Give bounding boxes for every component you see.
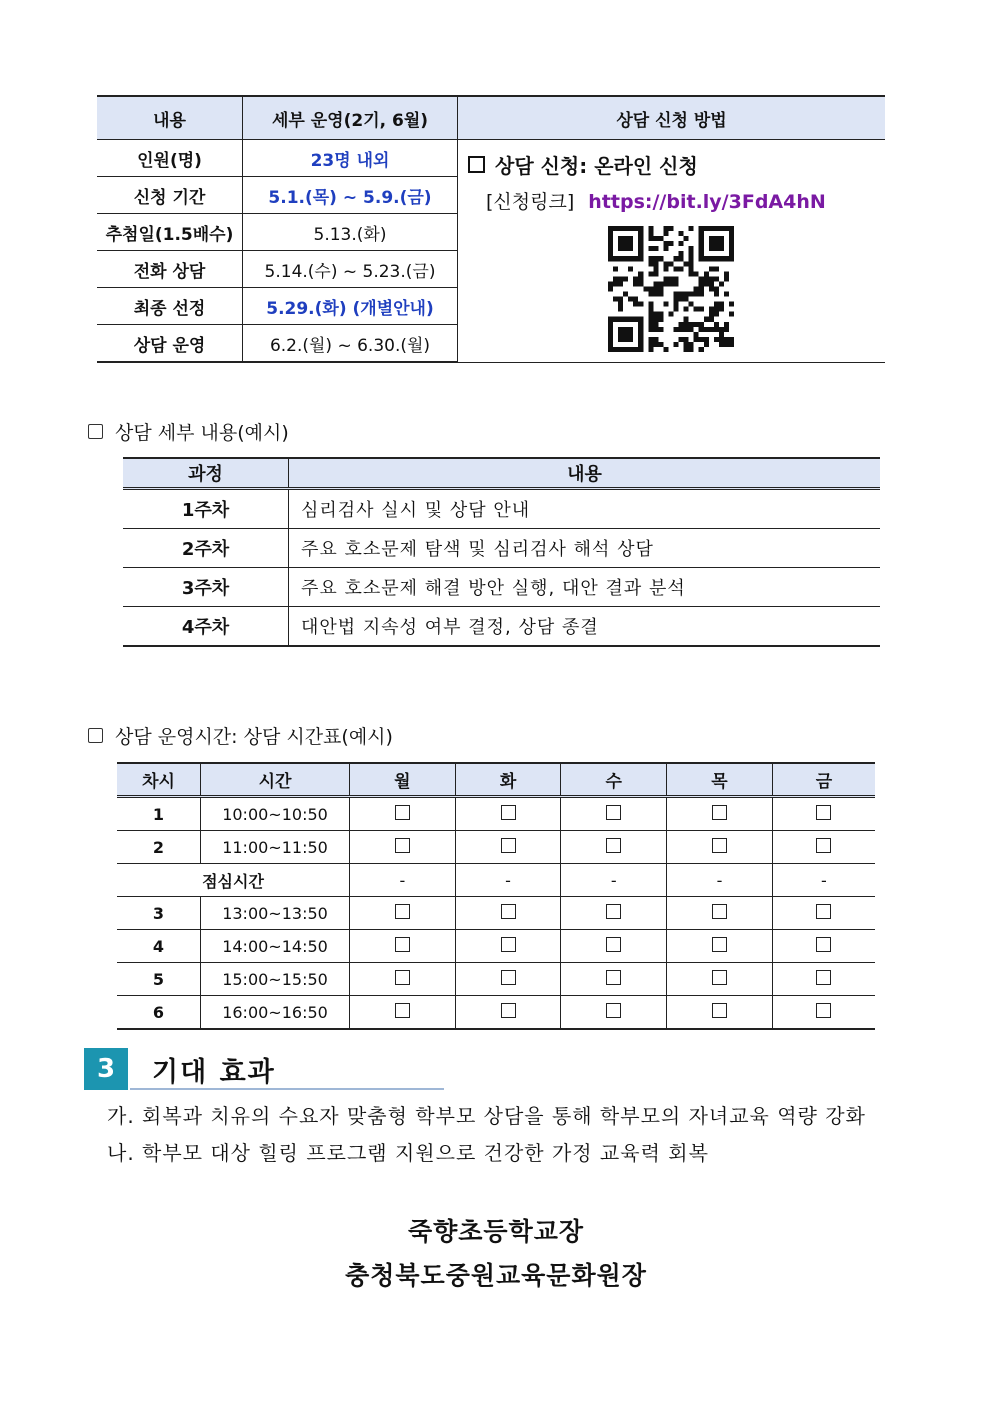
slot-tue[interactable] xyxy=(455,930,561,963)
slot-fri[interactable] xyxy=(772,963,875,996)
slot-fri[interactable] xyxy=(772,996,875,1030)
schedule-header-row xyxy=(117,763,875,797)
session-time: 11:00~11:50 xyxy=(201,831,350,864)
table-row xyxy=(117,797,875,831)
checkbox-icon[interactable] xyxy=(395,805,410,820)
schedule-header-session: 차시 xyxy=(117,763,201,797)
schedule-header-mon: 월 xyxy=(350,763,456,797)
table-row xyxy=(117,930,875,963)
section-number-badge: 3 xyxy=(84,1048,128,1090)
overview-label: 추첨일(1.5배수) xyxy=(97,214,243,251)
overview-row xyxy=(97,140,885,177)
session-time: 10:00~10:50 xyxy=(201,797,350,831)
apply-method-cell xyxy=(458,140,886,363)
schedule-header-fri: 금 xyxy=(772,763,875,797)
overview-label: 신청 기간 xyxy=(97,177,243,214)
checkbox-icon[interactable] xyxy=(816,805,831,820)
checkbox-icon[interactable] xyxy=(712,937,727,952)
checkbox-icon[interactable] xyxy=(606,904,621,919)
checkbox-icon[interactable] xyxy=(501,904,516,919)
session-number: 6 xyxy=(117,996,201,1030)
signature-line-1: 죽향초등학교장 xyxy=(407,1217,585,1246)
schedule-header-thu: 목 xyxy=(667,763,773,797)
lunch-dash: - xyxy=(561,864,667,897)
checkbox-icon[interactable] xyxy=(712,904,727,919)
lunch-label: 점심시간 xyxy=(117,864,350,897)
checkbox-icon[interactable] xyxy=(395,838,410,853)
apply-link-url[interactable]: https://bit.ly/3FdA4hN xyxy=(588,191,826,213)
lunch-dash: - xyxy=(667,864,773,897)
overview-value: 5.1.(목) ~ 5.9.(금) xyxy=(243,177,458,214)
checkbox-icon[interactable] xyxy=(395,1003,410,1018)
table-row xyxy=(123,607,880,647)
slot-tue[interactable] xyxy=(455,996,561,1030)
apply-title xyxy=(468,150,885,179)
overview-label: 최종 선정 xyxy=(97,288,243,325)
schedule-header-time: 시간 xyxy=(201,763,350,797)
overview-value: 6.2.(월) ~ 6.30.(월) xyxy=(243,325,458,363)
slot-thu[interactable] xyxy=(667,996,773,1030)
detail-content: 심리검사 실시 및 상담 안내 xyxy=(289,489,881,529)
detail-week: 1주차 xyxy=(123,489,289,529)
slot-wed[interactable] xyxy=(561,831,667,864)
overview-value: 5.29.(화) (개별안내) xyxy=(243,288,458,325)
checkbox-icon xyxy=(468,156,485,173)
checkbox-icon[interactable] xyxy=(501,805,516,820)
slot-tue[interactable] xyxy=(455,963,561,996)
session-number: 5 xyxy=(117,963,201,996)
detail-content: 주요 호소문제 해결 방안 실행, 대안 결과 분석 xyxy=(289,568,881,607)
session-time: 16:00~16:50 xyxy=(201,996,350,1030)
slot-wed[interactable] xyxy=(561,930,667,963)
checkbox-icon[interactable] xyxy=(712,1003,727,1018)
checkbox-icon[interactable] xyxy=(395,904,410,919)
detail-content: 주요 호소문제 탐색 및 심리검사 해석 상담 xyxy=(289,529,881,568)
detail-header-week: 과정 xyxy=(123,458,289,489)
slot-thu[interactable] xyxy=(667,963,773,996)
slot-fri[interactable] xyxy=(772,897,875,930)
session-time: 14:00~14:50 xyxy=(201,930,350,963)
checkbox-icon[interactable] xyxy=(501,970,516,985)
checkbox-icon xyxy=(88,424,103,439)
overview-table xyxy=(97,95,885,363)
schedule-table xyxy=(117,762,875,1030)
checkbox-icon[interactable] xyxy=(712,838,727,853)
overview-header-apply: 상담 신청 방법 xyxy=(458,96,886,140)
table-row xyxy=(117,996,875,1030)
checkbox-icon[interactable] xyxy=(606,970,621,985)
overview-value: 5.13.(화) xyxy=(243,214,458,251)
qr-code-icon[interactable] xyxy=(608,226,734,352)
overview-label: 상담 운영 xyxy=(97,325,243,363)
slot-wed[interactable] xyxy=(561,996,667,1030)
slot-mon[interactable] xyxy=(350,996,456,1030)
table-row xyxy=(117,897,875,930)
overview-header-row xyxy=(97,96,885,140)
schedule-header-wed: 수 xyxy=(561,763,667,797)
detail-week: 2주차 xyxy=(123,529,289,568)
table-row xyxy=(123,529,880,568)
checkbox-icon[interactable] xyxy=(395,970,410,985)
overview-label: 전화 상담 xyxy=(97,251,243,288)
checkbox-icon[interactable] xyxy=(606,805,621,820)
schedule-section-title xyxy=(88,722,393,749)
checkbox-icon[interactable] xyxy=(395,937,410,952)
session-time: 13:00~13:50 xyxy=(201,897,350,930)
slot-fri[interactable] xyxy=(772,831,875,864)
checkbox-icon[interactable] xyxy=(606,937,621,952)
session-number: 3 xyxy=(117,897,201,930)
slot-wed[interactable] xyxy=(561,797,667,831)
effect-item: 나. 학부모 대상 힐링 프로그램 지원으로 건강한 가정 교육력 회복 xyxy=(107,1141,709,1165)
checkbox-icon[interactable] xyxy=(712,970,727,985)
slot-thu[interactable] xyxy=(667,930,773,963)
checkbox-icon[interactable] xyxy=(501,937,516,952)
slot-mon[interactable] xyxy=(350,963,456,996)
checkbox-icon[interactable] xyxy=(816,937,831,952)
checkbox-icon[interactable] xyxy=(606,838,621,853)
checkbox-icon[interactable] xyxy=(501,838,516,853)
section-title: 기대 효과 xyxy=(152,1057,276,1088)
session-number: 4 xyxy=(117,930,201,963)
effect-item: 가. 회복과 치유의 수요자 맞춤형 학부모 상담을 통해 학부모의 자녀교육 역량 강화 xyxy=(107,1104,866,1128)
checkbox-icon[interactable] xyxy=(501,1003,516,1018)
apply-link-row xyxy=(468,187,885,214)
lunch-dash: - xyxy=(350,864,456,897)
session-number: 2 xyxy=(117,831,201,864)
slot-mon[interactable] xyxy=(350,930,456,963)
detail-section-title xyxy=(88,418,289,445)
table-row xyxy=(123,489,880,529)
detail-content: 대안법 지속성 여부 결정, 상담 종결 xyxy=(289,607,881,647)
slot-thu[interactable] xyxy=(667,897,773,930)
session-time: 15:00~15:50 xyxy=(201,963,350,996)
checkbox-icon[interactable] xyxy=(816,970,831,985)
slot-wed[interactable] xyxy=(561,963,667,996)
lunch-dash: - xyxy=(455,864,561,897)
detail-header-row xyxy=(123,458,880,489)
session-number: 1 xyxy=(117,797,201,831)
table-row xyxy=(123,568,880,607)
checkbox-icon[interactable] xyxy=(712,805,727,820)
slot-mon[interactable] xyxy=(350,831,456,864)
slot-fri[interactable] xyxy=(772,797,875,831)
section-underline xyxy=(130,1088,444,1090)
slot-wed[interactable] xyxy=(561,897,667,930)
apply-title-text: 상담 신청: 온라인 신청 xyxy=(495,154,698,178)
signature-line-2: 충청북도중원교육문화원장 xyxy=(345,1261,647,1290)
slot-mon[interactable] xyxy=(350,897,456,930)
detail-week: 3주차 xyxy=(123,568,289,607)
slot-tue[interactable] xyxy=(455,897,561,930)
slot-mon[interactable] xyxy=(350,797,456,831)
slot-thu[interactable] xyxy=(667,797,773,831)
slot-tue[interactable] xyxy=(455,797,561,831)
slot-thu[interactable] xyxy=(667,831,773,864)
table-row xyxy=(117,831,875,864)
detail-section-title-text: 상담 세부 내용(예시) xyxy=(115,422,289,444)
overview-label: 인원(명) xyxy=(97,140,243,177)
overview-value: 5.14.(수) ~ 5.23.(금) xyxy=(243,251,458,288)
checkbox-icon[interactable] xyxy=(816,838,831,853)
checkbox-icon xyxy=(88,728,103,743)
apply-link-label: [신청링크] xyxy=(486,191,575,213)
lunch-row xyxy=(117,864,875,897)
checkbox-icon[interactable] xyxy=(816,904,831,919)
slot-fri[interactable] xyxy=(772,930,875,963)
checkbox-icon[interactable] xyxy=(606,1003,621,1018)
schedule-header-tue: 화 xyxy=(455,763,561,797)
detail-week: 4주차 xyxy=(123,607,289,647)
schedule-section-title-text: 상담 운영시간: 상담 시간표(예시) xyxy=(115,726,393,748)
overview-header-detail: 세부 운영(2기, 6월) xyxy=(243,96,458,140)
slot-tue[interactable] xyxy=(455,831,561,864)
table-row xyxy=(117,963,875,996)
overview-header-content: 내용 xyxy=(97,96,243,140)
detail-table xyxy=(123,457,880,647)
checkbox-icon[interactable] xyxy=(816,1003,831,1018)
detail-header-content: 내용 xyxy=(289,458,881,489)
lunch-dash: - xyxy=(772,864,875,897)
overview-value: 23명 내외 xyxy=(243,140,458,177)
